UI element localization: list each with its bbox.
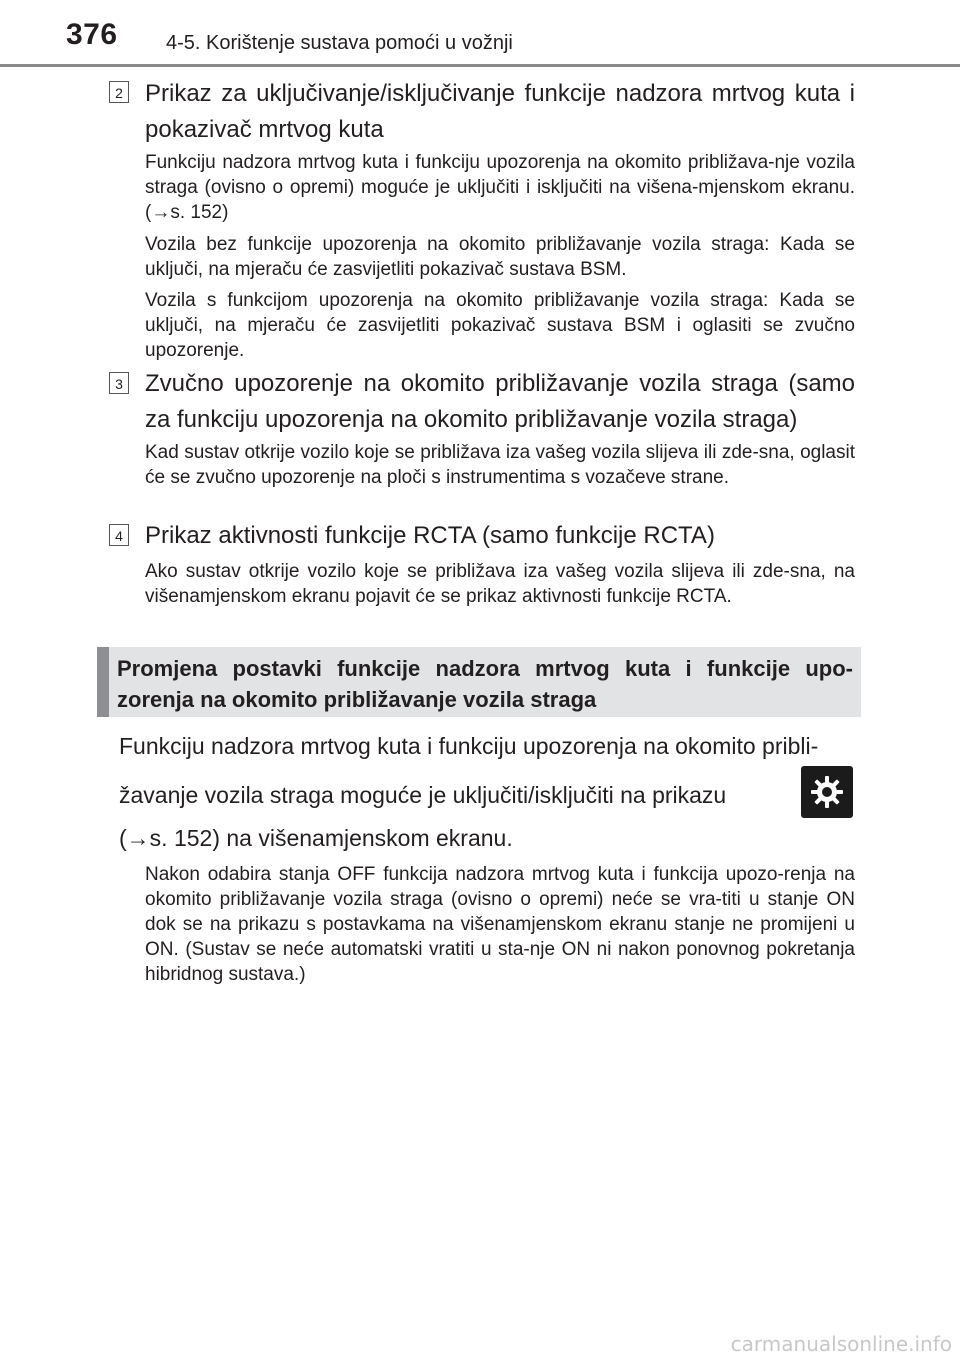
- item-paragraph: Ako sustav otkrije vozilo koje se približava iza vašeg vozila slijeva ili zde-sna, na višenamjenskom ekranu pojavit će se prikaz aktivnosti funkcije RCTA.: [145, 561, 855, 607]
- item-paragraph: Vozila bez funkcije upozorenja na okomito približavanje vozila straga: Kada se uključi, na mjeraču će zasvijetliti pokazivač sustava BSM.: [145, 234, 855, 280]
- chapter-title: 4-5. Korištenje sustava pomoći u vožnji: [166, 32, 513, 54]
- page-header: [0, 0, 960, 70]
- watermark: carmanualsonline.info: [730, 1332, 952, 1356]
- section-body-line-3: (→s. 152) na višenamjenskom ekranu.: [119, 825, 513, 851]
- item-paragraph: Vozila s funkcijom upozorenja na okomito približavanje vozila straga: Kada se uključi, na mjeraču će zasvijetliti pokazivač sustava BSM i oglasiti se zvučno upozorenje.: [145, 290, 855, 361]
- item-paragraph: Kad sustav otkrije vozilo koje se približava iza vašeg vozila slijeva ili zde-sna, oglasit će se zvučno upozorenje na ploči s instrumentima s vozačeve strane.: [145, 442, 855, 488]
- header-divider: [0, 64, 960, 67]
- section-note: Nakon odabira stanja OFF funkcija nadzora mrtvog kuta i funkcija upozo-renja na okomito približavanje vozila straga (ovisno o opremi) neće se vra-titi u stanje ON dok se na prikazu s postavkama na višenamjenskom ekranu stanje ne promijeni u ON. (Sustav se neće automatski vratiti u sta-nje ON ni nakon ponovnog pokretanja hibridnog sustava.): [145, 864, 855, 985]
- item-paragraph: Funkciju nadzora mrtvog kuta i funkciju upozorenja na okomito približava-nje vozila straga (ovisno o opremi) moguće je uključiti i isključiti na višena-mjenskom ekranu. (→s. 152): [145, 152, 855, 223]
- gear-icon: [801, 766, 853, 818]
- item-title: Prikaz za uključivanje/isključivanje funkcije nadzora mrtvog kuta i pokazivač mrtvog kuta: [145, 80, 855, 143]
- item-title: Prikaz aktivnosti funkcije RCTA (samo funkcije RCTA): [145, 522, 715, 549]
- item-number-badge: 3: [109, 372, 129, 394]
- item-number-badge: 4: [109, 524, 129, 546]
- item-number-badge: 2: [109, 81, 129, 103]
- page-number: 376: [66, 18, 118, 51]
- settings-display-icon: [801, 766, 853, 818]
- section-body-line-2: žavanje vozila straga moguće je uključiti/isključiti na prikazu: [119, 782, 727, 808]
- section-heading: Promjena postavki funkcije nadzora mrtvog kuta i funkcije upo-zorenja na okomito približavanje vozila straga: [117, 656, 853, 712]
- section-heading-bar: [97, 647, 109, 717]
- item-title: Zvučno upozorenje na okomito približavanje vozila straga (samo za funkciju upozorenja na okomito približavanje vozila straga): [145, 370, 855, 433]
- section-body-line-1: Funkciju nadzora mrtvog kuta i funkciju upozorenja na okomito pribli-: [119, 733, 819, 759]
- section-heading-box: [97, 647, 861, 717]
